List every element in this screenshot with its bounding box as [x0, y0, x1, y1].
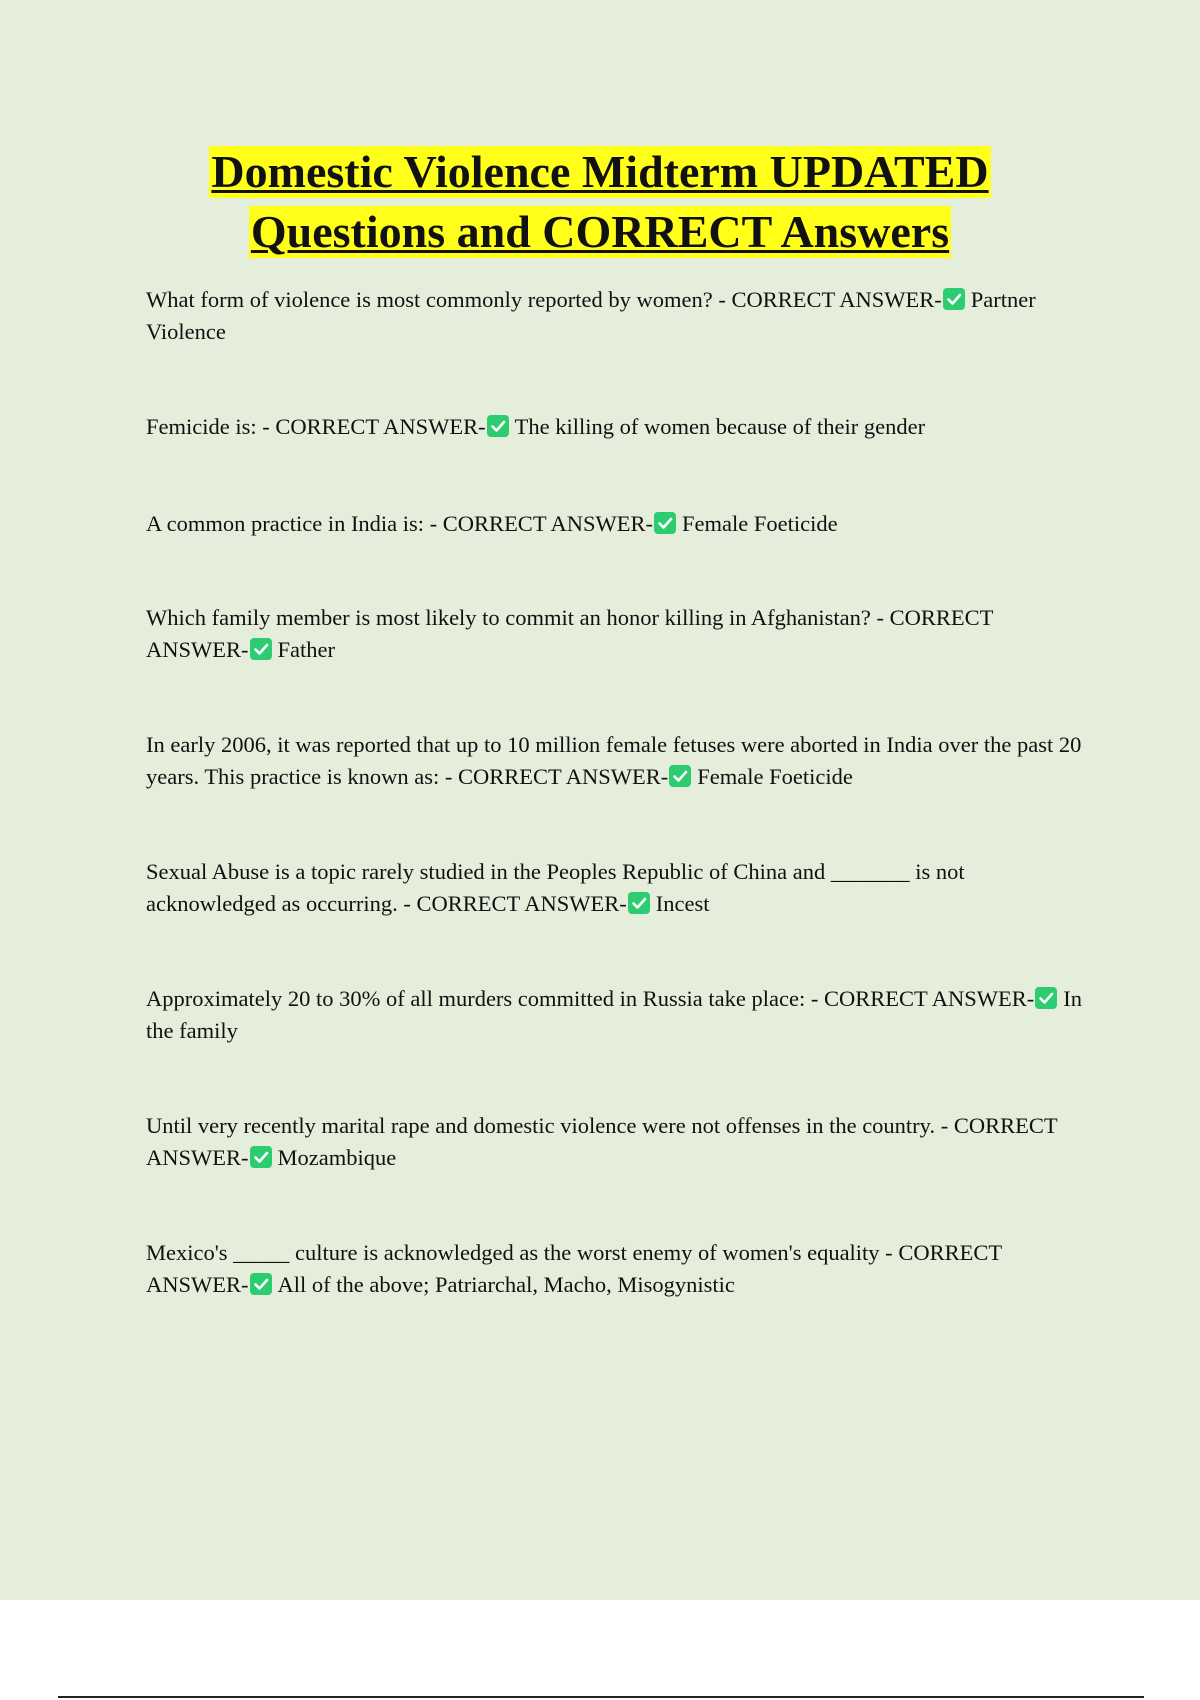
qa-item [146, 602, 1086, 666]
check-mark-icon [250, 638, 272, 660]
check-mark-glyph [654, 512, 676, 534]
answer-marker: CORRECT ANSWER- [146, 605, 993, 662]
qa-item [146, 1110, 1086, 1174]
question-text: Approximately 20 to 30% of all murders committed in Russia take place: - [146, 986, 824, 1011]
answer-text: Incest [655, 891, 710, 916]
qa-item [146, 729, 1086, 793]
answer-text: Female Foeticide [682, 511, 838, 536]
answer-marker: CORRECT ANSWER- [442, 511, 654, 536]
answer-text: Mozambique [277, 1145, 397, 1170]
answer-marker: CORRECT ANSWER- [458, 764, 669, 789]
answer-marker: CORRECT ANSWER- [823, 986, 1035, 1011]
qa-item [146, 411, 1086, 443]
answer-text: The killing of women because of their gender [514, 414, 926, 439]
check-mark-icon [250, 1273, 272, 1295]
check-mark-glyph [669, 765, 691, 787]
answer-marker: CORRECT ANSWER- [416, 891, 627, 916]
answer-marker: CORRECT ANSWER- [146, 1240, 1002, 1297]
footer-rule [58, 1696, 1144, 1698]
qa-item [146, 983, 1086, 1047]
question-text: A common practice in India is: - [146, 511, 443, 536]
qa-item [146, 508, 1086, 540]
question-text: Until very recently marital rape and domestic violence were not offenses in the country. - [146, 1113, 954, 1138]
question-text: What form of violence is most commonly reported by women? - [146, 287, 732, 312]
question-text: Sexual Abuse is a topic rarely studied in the Peoples Republic of China and _______ is not acknowledged as occurring. - [146, 859, 965, 916]
check-mark-icon [628, 892, 650, 914]
answer-text: Female Foeticide [697, 764, 853, 789]
check-mark-icon [1035, 987, 1057, 1009]
check-mark-glyph [250, 1273, 272, 1295]
qa-item [146, 284, 1086, 348]
check-mark-glyph [250, 638, 272, 660]
answer-marker: CORRECT ANSWER- [731, 287, 942, 312]
check-mark-glyph [1035, 987, 1057, 1009]
qa-item [146, 856, 1086, 920]
check-mark-glyph [943, 288, 965, 310]
document-title-line-1: Domestic Violence Midterm UPDATED [211, 146, 989, 197]
answer-marker: CORRECT ANSWER- [275, 414, 486, 439]
answer-text: All of the above; Patriarchal, Macho, Misogynistic [277, 1272, 735, 1297]
answer-marker: CORRECT ANSWER- [146, 1113, 1058, 1170]
answer-text: Partner Violence [146, 287, 1036, 344]
title-block [0, 146, 1200, 266]
question-text: In early 2006, it was reported that up to 10 million female fetuses were aborted in India over the past 20 years. This practice is known as: - [146, 732, 1082, 789]
check-mark-icon [487, 415, 509, 437]
check-mark-icon [654, 512, 676, 534]
check-mark-glyph [250, 1146, 272, 1168]
question-text: Mexico's _____ culture is acknowledged as the worst enemy of women's equality - [146, 1240, 899, 1265]
question-text: Femicide is: - [146, 414, 276, 439]
question-text: Which family member is most likely to commit an honor killing in Afghanistan? - [146, 605, 890, 630]
document-title-line-2: Questions and CORRECT Answers [250, 206, 950, 257]
answer-text: Father [277, 637, 335, 662]
check-mark-icon [250, 1146, 272, 1168]
qa-item [146, 1237, 1086, 1301]
check-mark-icon [943, 288, 965, 310]
answer-text: In the family [146, 986, 1082, 1043]
check-mark-glyph [487, 415, 509, 437]
check-mark-glyph [628, 892, 650, 914]
check-mark-icon [669, 765, 691, 787]
